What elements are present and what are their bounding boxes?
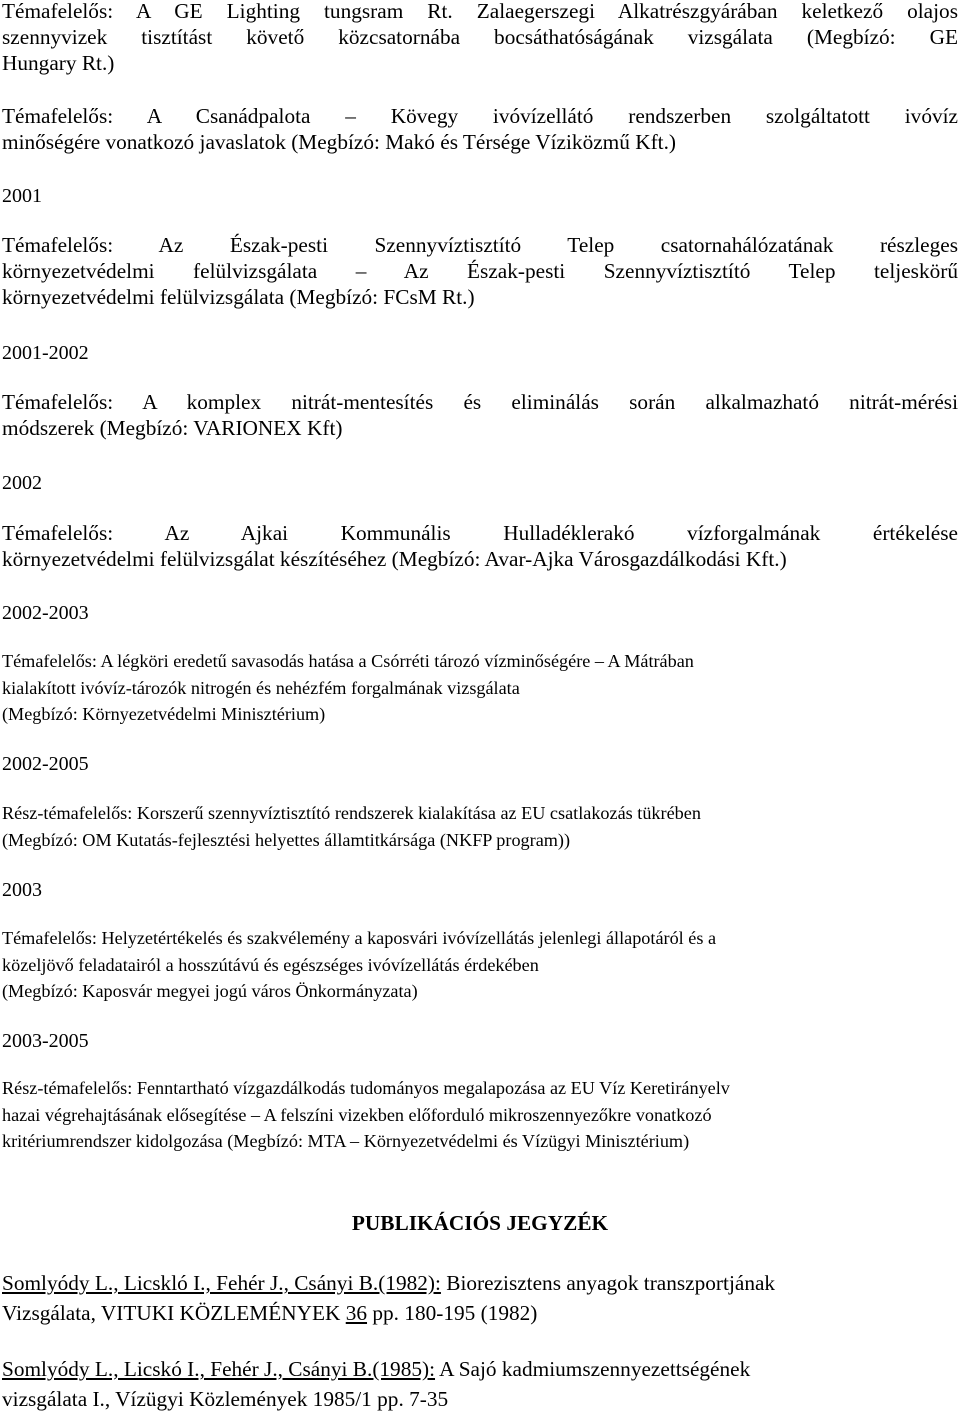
year-2002-2005: 2002-2005 — [2, 753, 89, 775]
publication-pages: pp. 180-195 (1982) — [367, 1301, 538, 1325]
year-2003: 2003 — [2, 879, 42, 901]
publication-line: vizsgálata I., Vízügyi Közlemények 1985/1 pp. 7-35 — [2, 1387, 449, 1411]
text-line: Témafelelős: A Csanádpalota – Kövegy ivóvízellátó rendszerben szolgáltatott ivóvíz — [2, 104, 958, 128]
year-2003-2005: 2003-2005 — [2, 1030, 89, 1052]
text-line: (Megbízó: OM Kutatás-fejlesztési helyettes államtitkársága (NKFP program)) — [2, 829, 571, 850]
project-csanadpalota — [2, 103, 958, 155]
text-line: Rész-témafelelős: Fenntartható vízgazdálkodás tudományos megalapozása az EU Víz Keretirányelv — [2, 1078, 730, 1098]
text-line: Témafelelős: A GE Lighting tungsram Rt. Zalaegerszegi Alkatrészgyárában keletkező olajos — [2, 0, 958, 23]
publication-line — [2, 1354, 958, 1384]
text-line: (Megbízó: Környezetvédelmi Minisztérium) — [2, 704, 326, 724]
publication-title: A Sajó kadmiumszennyezettségének — [435, 1357, 751, 1381]
project-korszeru — [2, 800, 958, 853]
project-csorret — [2, 648, 958, 728]
text-line: kialakított ivóvíz-tározók nitrogén és nehézfém forgalmának vizsgálata — [2, 677, 520, 698]
year-2001: 2001 — [2, 185, 42, 207]
project-kaposvar — [2, 925, 958, 1005]
text-line: Témafelelős: Az Ajkai Kommunális Hulladéklerakó vízforgalmának értékelése — [2, 521, 958, 545]
publication-1 — [2, 1268, 958, 1328]
text-line: hazai végrehajtásának elősegítése – A felszíni vizekben előforduló mikroszennyezőkre vonatkozó — [2, 1104, 712, 1125]
text-line: kritériumrendszer kidolgozása (Megbízó: MTA – Környezetvédelmi és Vízügyi Minisztérium) — [2, 1131, 690, 1151]
text-line: Témafelelős: A komplex nitrát-mentesítés és eliminálás során alkalmazható nitrát-mérési — [2, 390, 958, 414]
text-line: környezetvédelmi felülvizsgálat készítéséhez (Megbízó: Avar-Ajka Városgazdálkodási Kft.) — [2, 547, 787, 571]
text-line: módszerek (Megbízó: VARIONEX Kft) — [2, 416, 343, 440]
text-line: Témafelelős: A légköri eredetű savasodás hatása a Csórréti tározó vízminőségére – A Mátrában — [2, 651, 694, 671]
year-2002: 2002 — [2, 472, 42, 494]
text-line: Témafelelős: Az Észak-pesti Szennyvíztisztító Telep csatornahálózatának részleges — [2, 233, 958, 257]
text-line: minőségére vonatkozó javaslatok (Megbízó: Makó és Térsége Víziközmű Kft.) — [2, 130, 677, 154]
text-line: Rész-témafelelős: Korszerű szennyvíztisztító rendszerek kialakítása az EU csatlakozás tükrében — [2, 803, 701, 823]
project-nitrat — [2, 389, 958, 441]
project-ge-lighting — [2, 0, 958, 76]
publication-title: Biorezisztens anyagok transzportjának — [440, 1271, 776, 1295]
year-2001-2002: 2001-2002 — [2, 342, 89, 364]
year-2002-2003: 2002-2003 — [2, 602, 89, 624]
project-ajka — [2, 520, 958, 572]
publications-heading: PUBLIKÁCIÓS JEGYZÉK — [351, 1211, 609, 1235]
publication-authors: Somlyódy L., Licskó I., Fehér J., Csányi B.(1985): — [2, 1357, 436, 1381]
text-line: közeljövő feladatairól a hosszútávú és egészséges ivóvízellátás érdekében — [2, 954, 539, 975]
text-line: Hungary Rt.) — [2, 51, 115, 75]
publication-line — [2, 1298, 958, 1328]
publication-source: Vizsgálata, VITUKI KÖZLEMÉNYEK — [2, 1301, 346, 1325]
text-line: környezetvédelmi felülvizsgálata (Megbízó: FCsM Rt.) — [2, 285, 475, 309]
project-viz-keretiranyelv — [2, 1075, 958, 1155]
text-line: Témafelelős: Helyzetértékelés és szakvélemény a kaposvári ivóvízellátás jelenlegi állapotáról és a — [2, 928, 717, 948]
project-eszak-pesti — [2, 232, 958, 310]
text-line: környezetvédelmi felülvizsgálata – Az Észak-pesti Szennyvíztisztító Telep teljeskörű — [2, 259, 958, 283]
publication-volume: 36 — [345, 1301, 368, 1325]
publication-line — [2, 1268, 958, 1298]
publication-authors: Somlyódy L., Licskló I., Fehér J., Csányi B.(1982): — [2, 1271, 441, 1295]
text-line: szennyvizek tisztítást követő közcsatornába bocsáthatóságának vizsgálata (Megbízó: GE — [2, 25, 958, 49]
publication-2 — [2, 1354, 958, 1414]
text-line: (Megbízó: Kaposvár megyei jogú város Önkormányzata) — [2, 981, 418, 1001]
